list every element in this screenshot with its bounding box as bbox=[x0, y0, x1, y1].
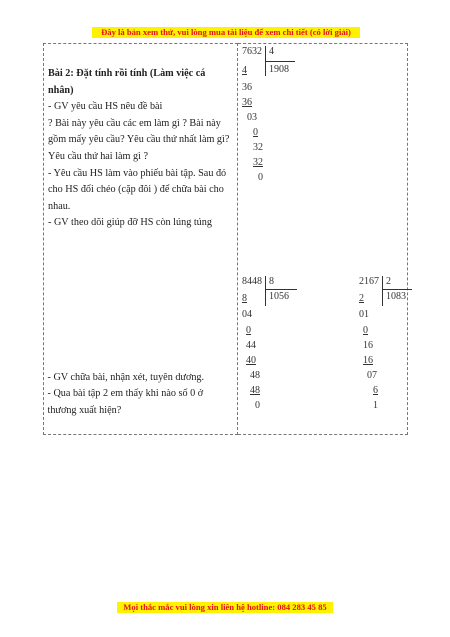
step: 0 bbox=[363, 325, 368, 336]
step: 1 bbox=[373, 400, 378, 411]
instruction-line: - GV chữa bài, nhận xét, tuyên dương. bbox=[47, 371, 205, 383]
step: 0 bbox=[258, 172, 263, 183]
step: 36 bbox=[242, 82, 252, 93]
step: 04 bbox=[242, 309, 252, 320]
divisor: 8 bbox=[269, 276, 274, 287]
student-work-cell bbox=[238, 44, 408, 435]
hotline-notice: Mọi thắc mắc vui lòng xin liên hệ hotline: 084 283 45 85 bbox=[117, 602, 333, 613]
step: 8 bbox=[242, 293, 247, 304]
instruction-line: - Qua bài tập 2 em thấy khi nào số 0 ở thương xuất hiện? bbox=[47, 388, 204, 416]
step: 32 bbox=[253, 142, 263, 153]
dividend: 8448 bbox=[242, 276, 262, 287]
exercise-heading: Bài 2: Đặt tính rồi tính (Làm việc cá nhân) bbox=[48, 68, 206, 96]
step: 2 bbox=[359, 293, 364, 304]
step: 07 bbox=[367, 370, 377, 381]
step: 16 bbox=[363, 340, 373, 351]
step: 36 bbox=[242, 97, 252, 108]
instruction-line: ? Bài này yêu cầu các em làm gì ? Bài này gồm mấy yêu cầu? Yêu cầu thứ nhất làm gì? Yêu cầu thứ hai làm gì ? bbox=[48, 117, 230, 162]
step: 40 bbox=[246, 355, 256, 366]
instruction-line: - GV yêu cầu HS nêu đề bài bbox=[48, 101, 163, 113]
preview-notice: Đây là bản xem thử, vui lòng mua tài liệu để xem chi tiết (có lời giải) bbox=[92, 27, 360, 38]
step: 0 bbox=[246, 325, 251, 336]
divisor: 2 bbox=[386, 276, 391, 287]
divisor: 4 bbox=[269, 46, 274, 57]
step: 01 bbox=[359, 309, 369, 320]
teacher-activities-cell bbox=[44, 44, 238, 435]
quotient: 1083 bbox=[386, 291, 406, 302]
step: 0 bbox=[255, 400, 260, 411]
dividend: 2167 bbox=[359, 276, 379, 287]
step: 48 bbox=[250, 385, 260, 396]
quotient: 1908 bbox=[269, 64, 289, 75]
step: 48 bbox=[250, 370, 260, 381]
instruction-line: - GV theo dõi giúp đỡ HS còn lúng túng bbox=[48, 217, 212, 229]
quotient: 1056 bbox=[269, 291, 289, 302]
lesson-table bbox=[43, 43, 408, 435]
step: 4 bbox=[242, 65, 247, 76]
step: 44 bbox=[246, 340, 256, 351]
dividend: 7632 bbox=[242, 46, 262, 57]
step: 6 bbox=[373, 385, 378, 396]
step: 0 bbox=[253, 127, 258, 138]
step: 32 bbox=[253, 157, 263, 168]
step: 03 bbox=[247, 112, 257, 123]
instruction-line: - Yêu cầu HS làm vào phiếu bài tập. Sau đó cho HS đổi chéo (cặp đôi ) để chữa bài cho nhau. bbox=[48, 167, 227, 212]
step: 16 bbox=[363, 355, 373, 366]
